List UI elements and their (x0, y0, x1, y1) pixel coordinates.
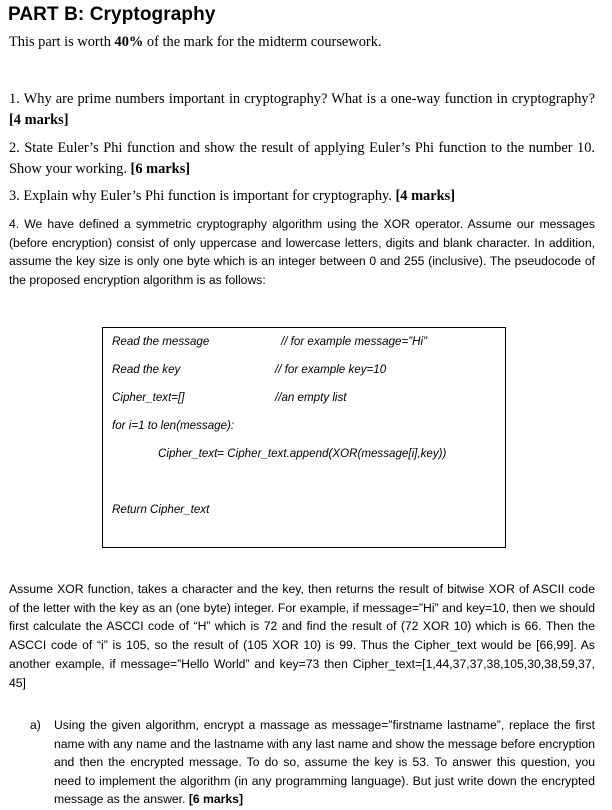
question-3 (9, 186, 595, 207)
question-1-marks: [4 marks] (9, 112, 69, 128)
intro-prefix: This part is worth (9, 34, 115, 50)
question-2-marks: [6 marks] (130, 161, 191, 177)
pseudocode-comment-empty-list: //an empty list (275, 391, 347, 404)
subquestion-a-marks: [6 marks] (188, 792, 244, 806)
pseudocode-line-cipher-init: Cipher_text=[] (112, 391, 185, 404)
subquestion-a-label: a) (30, 718, 41, 732)
question-1 (9, 89, 595, 131)
intro-text (9, 34, 599, 51)
question-2-text: 2. State Euler’s Phi function and show the result of applying Euler’s Phi function to the number 10. Show your working. (9, 140, 595, 177)
question-4-text-b: , digits and blank character. In addition, assume the key size is only one byte which is an integer between 0 and 255 (inclusive). The pseudocode of the proposed encryption algorithm is as follows: (9, 235, 595, 287)
subquestion-a (30, 716, 595, 809)
question-4 (9, 215, 595, 289)
question-2 (9, 138, 595, 180)
subquestion-a-text: Using the given algorithm, encrypt a massage as message=”firstname lastname”, replace the first name with any name and the lastname with any last name and show the message before encryption and then the encrypted message. To do so, assume the key is 53. To answer this question, you need to implement the algorithm (in any programming language). But just write down the encrypted message as the answer. (54, 718, 595, 806)
pseudocode-line-read-key: Read the key (112, 363, 181, 376)
pseudocode-line-for-loop: for i=1 to len(message): (112, 419, 235, 432)
pseudocode-line-read-message: Read the message (112, 335, 210, 348)
question-3-text: 3. Explain why Euler’s Phi function is important for cryptography. (9, 188, 396, 204)
subquestion-a-body (54, 716, 595, 809)
intro-suffix: of the mark for the midterm coursework. (143, 34, 382, 50)
question-1-text: 1. Why are prime numbers important in cryptography? What is a one-way function in cryptography? (9, 91, 595, 107)
pseudocode-comment-key: // for example key=10 (275, 363, 387, 376)
question-3-marks: [4 marks] (395, 188, 456, 204)
xor-explanation: Assume XOR function, takes a character and the key, then returns the result of bitwise XOR of ASCII code of the letter with the key as an (one byte) integer. For example, if message=”Hi” and key=10, then we should first calculate the ASCCI code of “H” which is 72 and find the result of (72 XOR 10) which is 66. Then the ASCCI code of “i” is 105, so the result of (105 XOR 10) is 99. Thus the Cipher_text would be [66,99]. As another example, if message=”Hello World” and key=73 then Cipher_text=[1,44,37,37,38,105,30,38,59,37, 45] (9, 582, 595, 690)
pseudocode-comment-message: // for example message=”Hi” (281, 335, 427, 348)
pseudocode-line-append: Cipher_text= Cipher_text.append(XOR(message[i],key)) (158, 447, 447, 460)
pseudocode-line-return: Return Cipher_text (112, 503, 210, 516)
page-title: PART B: Cryptography (8, 4, 216, 25)
question-4-text-lower: lowercase letters (285, 235, 379, 250)
question-4-text-a: 4. We have defined a symmetric cryptography algorithm using the XOR operator. Assume our messages (before encryption) consist of only uppercase and (9, 217, 595, 250)
intro-percent: 40% (114, 34, 144, 50)
pseudocode-box (102, 327, 506, 548)
